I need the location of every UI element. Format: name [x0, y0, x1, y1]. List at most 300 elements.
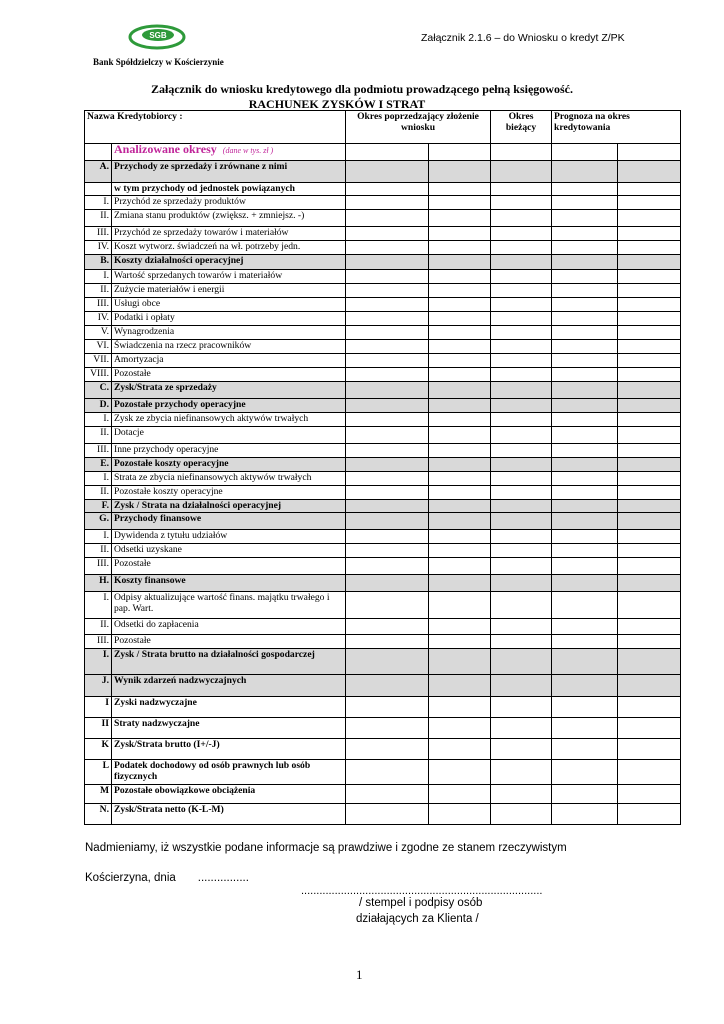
value-cell[interactable]: [491, 368, 552, 382]
value-cell[interactable]: [346, 760, 429, 785]
value-cell[interactable]: [346, 284, 429, 298]
value-cell[interactable]: [491, 500, 552, 513]
period-input[interactable]: [346, 144, 429, 161]
place-label: Kościerzyna, dnia: [85, 872, 176, 884]
value-cell[interactable]: [491, 675, 552, 697]
value-cell[interactable]: [346, 427, 429, 444]
value-cell[interactable]: [491, 183, 552, 196]
value-cell[interactable]: [491, 472, 552, 486]
value-cell[interactable]: [429, 739, 491, 760]
row-number: VI.: [85, 340, 112, 354]
value-cell[interactable]: [552, 635, 618, 649]
value-cell[interactable]: [346, 500, 429, 513]
value-cell[interactable]: [429, 785, 491, 804]
value-cell[interactable]: [429, 427, 491, 444]
value-cell[interactable]: [552, 326, 618, 340]
period-input[interactable]: [552, 144, 618, 161]
value-cell[interactable]: [491, 458, 552, 472]
statement-rows: [85, 161, 681, 825]
bank-name: Bank Spółdzielczy w Kościerzynie: [93, 57, 224, 67]
value-cell[interactable]: [491, 544, 552, 558]
value-cell[interactable]: [618, 368, 681, 382]
value-cell[interactable]: [429, 718, 491, 739]
period-input[interactable]: [491, 144, 552, 161]
table-row: [85, 513, 681, 530]
value-cell[interactable]: [346, 326, 429, 340]
value-cell[interactable]: [346, 697, 429, 718]
row-number: B.: [85, 255, 112, 270]
value-cell[interactable]: [491, 227, 552, 241]
value-cell[interactable]: [618, 427, 681, 444]
value-cell[interactable]: [346, 458, 429, 472]
value-cell[interactable]: [346, 161, 429, 183]
value-cell[interactable]: [552, 458, 618, 472]
signature-field[interactable]: ...............................................................................: [301, 885, 543, 897]
value-cell[interactable]: [346, 530, 429, 544]
value-cell[interactable]: [429, 500, 491, 513]
value-cell[interactable]: [429, 354, 491, 368]
row-number: E.: [85, 458, 112, 472]
value-cell[interactable]: [618, 382, 681, 399]
value-cell[interactable]: [618, 635, 681, 649]
value-cell[interactable]: [491, 241, 552, 255]
value-cell[interactable]: [618, 196, 681, 210]
value-cell[interactable]: [346, 739, 429, 760]
row-label: Świadczenia na rzecz pracowników: [112, 340, 346, 354]
place-date: [85, 872, 249, 884]
period-input[interactable]: [618, 144, 681, 161]
table-row: [85, 530, 681, 544]
row-label: Koszt wytworz. świadczeń na wł. potrzeby jedn.: [112, 241, 346, 255]
value-cell[interactable]: [346, 675, 429, 697]
value-cell[interactable]: [552, 413, 618, 427]
attachment-reference: Załącznik 2.1.6 – do Wniosku o kredyt Z/PK: [421, 32, 625, 44]
table-row: [85, 227, 681, 241]
row-number: F.: [85, 500, 112, 513]
value-cell[interactable]: [346, 382, 429, 399]
row-label: Zyski nadzwyczajne: [112, 697, 346, 718]
value-cell[interactable]: [552, 427, 618, 444]
value-cell[interactable]: [491, 486, 552, 500]
value-cell[interactable]: [346, 298, 429, 312]
value-cell[interactable]: [552, 544, 618, 558]
row-number: J.: [85, 675, 112, 697]
logo-text: SGB: [149, 31, 167, 40]
value-cell[interactable]: [618, 739, 681, 760]
value-cell[interactable]: [618, 486, 681, 500]
value-cell[interactable]: [429, 575, 491, 592]
value-cell[interactable]: [552, 284, 618, 298]
value-cell[interactable]: [491, 427, 552, 444]
value-cell[interactable]: [552, 196, 618, 210]
value-cell[interactable]: [346, 210, 429, 227]
value-cell[interactable]: [346, 575, 429, 592]
value-cell[interactable]: [491, 592, 552, 619]
value-cell[interactable]: [618, 354, 681, 368]
row-number: II.: [85, 544, 112, 558]
value-cell[interactable]: [618, 649, 681, 675]
value-cell[interactable]: [429, 649, 491, 675]
value-cell[interactable]: [618, 326, 681, 340]
value-cell[interactable]: [552, 312, 618, 326]
value-cell[interactable]: [491, 530, 552, 544]
value-cell[interactable]: [552, 697, 618, 718]
value-cell[interactable]: [491, 382, 552, 399]
row-number: III.: [85, 444, 112, 458]
row-number: C.: [85, 382, 112, 399]
value-cell[interactable]: [429, 241, 491, 255]
value-cell[interactable]: [618, 592, 681, 619]
row-number: VIII.: [85, 368, 112, 382]
value-cell[interactable]: [618, 183, 681, 196]
value-cell[interactable]: [618, 785, 681, 804]
row-label: Przychód ze sprzedaży produktów: [112, 196, 346, 210]
value-cell[interactable]: [429, 161, 491, 183]
value-cell[interactable]: [429, 413, 491, 427]
value-cell[interactable]: [618, 284, 681, 298]
value-cell[interactable]: [429, 458, 491, 472]
value-cell[interactable]: [429, 382, 491, 399]
table-row: [85, 500, 681, 513]
value-cell[interactable]: [618, 760, 681, 785]
value-cell[interactable]: [346, 472, 429, 486]
row-number: III.: [85, 635, 112, 649]
value-cell[interactable]: [429, 675, 491, 697]
value-cell[interactable]: [618, 804, 681, 825]
row-label: Zużycie materiałów i energii: [112, 284, 346, 298]
table-row: [85, 354, 681, 368]
row-label: Pozostałe koszty operacyjne: [112, 486, 346, 500]
value-cell[interactable]: [429, 227, 491, 241]
row-number: II.: [85, 427, 112, 444]
value-cell[interactable]: [552, 804, 618, 825]
declaration: Nadmieniamy, iż wszystkie podane informacje są prawdziwe i zgodne ze stanem rzeczywistym: [85, 842, 567, 854]
value-cell[interactable]: [618, 697, 681, 718]
table-row: [85, 210, 681, 227]
value-cell[interactable]: [429, 697, 491, 718]
value-cell[interactable]: [552, 486, 618, 500]
row-label: Pozostałe obowiązkowe obciążenia: [112, 785, 346, 804]
value-cell[interactable]: [618, 298, 681, 312]
value-cell[interactable]: [346, 368, 429, 382]
value-cell[interactable]: [491, 284, 552, 298]
value-cell[interactable]: [491, 270, 552, 284]
value-cell[interactable]: [552, 500, 618, 513]
value-cell[interactable]: [346, 340, 429, 354]
value-cell[interactable]: [346, 558, 429, 575]
value-cell[interactable]: [618, 270, 681, 284]
row-label: Amortyzacja: [112, 354, 346, 368]
value-cell[interactable]: [552, 227, 618, 241]
value-cell[interactable]: [429, 513, 491, 530]
value-cell[interactable]: [552, 619, 618, 635]
value-cell[interactable]: [491, 413, 552, 427]
value-cell[interactable]: [491, 298, 552, 312]
document-title: [0, 82, 724, 112]
period-label: Analizowane okresy: [114, 143, 217, 156]
value-cell[interactable]: [346, 399, 429, 413]
row-label: Odsetki do zapłacenia: [112, 619, 346, 635]
value-cell[interactable]: [346, 592, 429, 619]
value-cell[interactable]: [491, 785, 552, 804]
value-cell[interactable]: [429, 255, 491, 270]
value-cell[interactable]: [429, 284, 491, 298]
row-number: V.: [85, 326, 112, 340]
row-label: Odsetki uzyskane: [112, 544, 346, 558]
value-cell[interactable]: [552, 210, 618, 227]
value-cell[interactable]: [618, 413, 681, 427]
period-input[interactable]: [429, 144, 491, 161]
row-label: Pozostałe: [112, 558, 346, 575]
table-row: [85, 161, 681, 183]
value-cell[interactable]: [618, 458, 681, 472]
value-cell[interactable]: [552, 298, 618, 312]
value-cell[interactable]: [491, 326, 552, 340]
row-label: Zysk/Strata brutto (I+/-J): [112, 739, 346, 760]
value-cell[interactable]: [491, 697, 552, 718]
value-cell[interactable]: [429, 472, 491, 486]
value-cell[interactable]: [429, 558, 491, 575]
value-cell[interactable]: [491, 760, 552, 785]
value-cell[interactable]: [618, 399, 681, 413]
value-cell[interactable]: [552, 340, 618, 354]
row-label: Wynagrodzenia: [112, 326, 346, 340]
table-row: [85, 183, 681, 196]
borrower-name-label: Nazwa Kredytobiorcy :: [85, 111, 346, 144]
income-statement-table: [84, 110, 681, 825]
value-cell[interactable]: [618, 530, 681, 544]
value-cell[interactable]: [346, 544, 429, 558]
value-cell[interactable]: [552, 241, 618, 255]
row-number: IV.: [85, 312, 112, 326]
value-cell[interactable]: [429, 399, 491, 413]
row-number: I.: [85, 472, 112, 486]
value-cell[interactable]: [491, 804, 552, 825]
value-cell[interactable]: [491, 399, 552, 413]
row-label: Przychody finansowe: [112, 513, 346, 530]
title-line-2: RACHUNEK ZYSKÓW I STRAT: [248, 97, 426, 111]
value-cell[interactable]: [429, 368, 491, 382]
value-cell[interactable]: [552, 399, 618, 413]
table-row: [85, 718, 681, 739]
row-number: M: [85, 785, 112, 804]
value-cell[interactable]: [618, 241, 681, 255]
value-cell[interactable]: [491, 619, 552, 635]
value-cell[interactable]: [552, 760, 618, 785]
value-cell[interactable]: [491, 635, 552, 649]
value-cell[interactable]: [346, 785, 429, 804]
value-cell[interactable]: [618, 558, 681, 575]
period-num: [85, 144, 112, 161]
row-number: IV.: [85, 241, 112, 255]
row-label: Zysk/Strata netto (K-L-M): [112, 804, 346, 825]
value-cell[interactable]: [618, 513, 681, 530]
value-cell[interactable]: [346, 718, 429, 739]
table-row: [85, 544, 681, 558]
table-row: [85, 785, 681, 804]
value-cell[interactable]: [346, 804, 429, 825]
value-cell[interactable]: [491, 255, 552, 270]
row-label: Zmiana stanu produktów (zwiększ. + zmniejsz. -): [112, 210, 346, 227]
row-number: II.: [85, 486, 112, 500]
page-number: 1: [356, 967, 363, 982]
value-cell[interactable]: [552, 444, 618, 458]
table-header-row: [85, 111, 681, 144]
value-cell[interactable]: [552, 530, 618, 544]
value-cell[interactable]: [552, 718, 618, 739]
date-field[interactable]: ................: [197, 872, 249, 884]
value-cell[interactable]: [346, 354, 429, 368]
table-row: [85, 558, 681, 575]
value-cell[interactable]: [491, 739, 552, 760]
value-cell[interactable]: [491, 649, 552, 675]
value-cell[interactable]: [491, 444, 552, 458]
value-cell[interactable]: [552, 161, 618, 183]
value-cell[interactable]: [429, 804, 491, 825]
value-cell[interactable]: [429, 486, 491, 500]
value-cell[interactable]: [429, 635, 491, 649]
row-label: Wynik zdarzeń nadzwyczajnych: [112, 675, 346, 697]
value-cell[interactable]: [346, 312, 429, 326]
table-row: [85, 472, 681, 486]
period-label-cell: [112, 144, 346, 161]
value-cell[interactable]: [491, 340, 552, 354]
value-cell[interactable]: [491, 513, 552, 530]
value-cell[interactable]: [618, 500, 681, 513]
value-cell[interactable]: [346, 413, 429, 427]
value-cell[interactable]: [618, 161, 681, 183]
value-cell[interactable]: [552, 354, 618, 368]
value-cell[interactable]: [491, 196, 552, 210]
value-cell[interactable]: [346, 486, 429, 500]
row-label: Podatek dochodowy od osób prawnych lub osób fizycznych: [112, 760, 346, 785]
table-row: [85, 804, 681, 825]
value-cell[interactable]: [552, 472, 618, 486]
value-cell[interactable]: [618, 544, 681, 558]
value-cell[interactable]: [429, 326, 491, 340]
value-cell[interactable]: [552, 255, 618, 270]
value-cell[interactable]: [552, 558, 618, 575]
value-cell[interactable]: [491, 312, 552, 326]
value-cell[interactable]: [618, 472, 681, 486]
value-cell[interactable]: [618, 210, 681, 227]
value-cell[interactable]: [491, 718, 552, 739]
row-label: Wartość sprzedanych towarów i materiałów: [112, 270, 346, 284]
value-cell[interactable]: [552, 368, 618, 382]
value-cell[interactable]: [429, 619, 491, 635]
row-number: II: [85, 718, 112, 739]
value-cell[interactable]: [346, 619, 429, 635]
value-cell[interactable]: [429, 298, 491, 312]
table-row: [85, 649, 681, 675]
value-cell[interactable]: [346, 196, 429, 210]
value-cell[interactable]: [429, 760, 491, 785]
value-cell[interactable]: [552, 382, 618, 399]
value-cell[interactable]: [429, 340, 491, 354]
value-cell[interactable]: [491, 575, 552, 592]
value-cell[interactable]: [429, 530, 491, 544]
table-row: [85, 575, 681, 592]
table-row: [85, 413, 681, 427]
value-cell[interactable]: [618, 444, 681, 458]
value-cell[interactable]: [346, 255, 429, 270]
table-row: [85, 255, 681, 270]
value-cell[interactable]: [552, 183, 618, 196]
table-row: [85, 486, 681, 500]
value-cell[interactable]: [429, 444, 491, 458]
value-cell[interactable]: [346, 227, 429, 241]
value-cell[interactable]: [552, 649, 618, 675]
value-cell[interactable]: [429, 270, 491, 284]
value-cell[interactable]: [429, 544, 491, 558]
title-line-1: Załącznik do wniosku kredytowego dla podmiotu prowadzącego pełną księgowość.: [151, 82, 573, 96]
value-cell[interactable]: [618, 255, 681, 270]
value-cell[interactable]: [552, 270, 618, 284]
period-unit: (dane w tys. zł ): [222, 146, 274, 155]
row-number: I.: [85, 413, 112, 427]
value-cell[interactable]: [346, 513, 429, 530]
row-label: Dywidenda z tytułu udziałów: [112, 530, 346, 544]
value-cell[interactable]: [346, 635, 429, 649]
table-row: [85, 241, 681, 255]
value-cell[interactable]: [491, 558, 552, 575]
row-label: Przychód ze sprzedaży towarów i materiałów: [112, 227, 346, 241]
value-cell[interactable]: [491, 161, 552, 183]
value-cell[interactable]: [552, 739, 618, 760]
value-cell[interactable]: [346, 270, 429, 284]
value-cell[interactable]: [552, 513, 618, 530]
value-cell[interactable]: [552, 675, 618, 697]
table-row: [85, 592, 681, 619]
value-cell[interactable]: [491, 354, 552, 368]
row-label: Podatki i opłaty: [112, 312, 346, 326]
row-label: Zysk / Strata brutto na działalności gospodarczej: [112, 649, 346, 675]
value-cell[interactable]: [429, 312, 491, 326]
value-cell[interactable]: [346, 183, 429, 196]
value-cell[interactable]: [618, 619, 681, 635]
value-cell[interactable]: [346, 649, 429, 675]
table-row: [85, 312, 681, 326]
value-cell[interactable]: [618, 227, 681, 241]
value-cell[interactable]: [491, 210, 552, 227]
row-number: II.: [85, 619, 112, 635]
value-cell[interactable]: [552, 592, 618, 619]
value-cell[interactable]: [429, 183, 491, 196]
row-label: Odpisy aktualizujące wartość finans. majątku trwałego i pap. Wart.: [112, 592, 346, 619]
value-cell[interactable]: [429, 210, 491, 227]
row-label: Inne przychody operacyjne: [112, 444, 346, 458]
row-label: Pozostałe koszty operacyjne: [112, 458, 346, 472]
value-cell[interactable]: [618, 575, 681, 592]
row-label: Zysk / Strata na działalności operacyjnej: [112, 500, 346, 513]
value-cell[interactable]: [346, 241, 429, 255]
value-cell[interactable]: [552, 785, 618, 804]
value-cell[interactable]: [618, 675, 681, 697]
col-previous-period: Okres poprzedzający złożenie wniosku: [346, 111, 491, 144]
value-cell[interactable]: [346, 444, 429, 458]
value-cell[interactable]: [618, 718, 681, 739]
value-cell[interactable]: [618, 340, 681, 354]
table-row: [85, 270, 681, 284]
row-number: III.: [85, 558, 112, 575]
value-cell[interactable]: [429, 592, 491, 619]
row-label: Straty nadzwyczajne: [112, 718, 346, 739]
value-cell[interactable]: [618, 312, 681, 326]
table-row: [85, 326, 681, 340]
row-label: Zysk ze zbycia niefinansowych aktywów trwałych: [112, 413, 346, 427]
value-cell[interactable]: [552, 575, 618, 592]
value-cell[interactable]: [429, 196, 491, 210]
